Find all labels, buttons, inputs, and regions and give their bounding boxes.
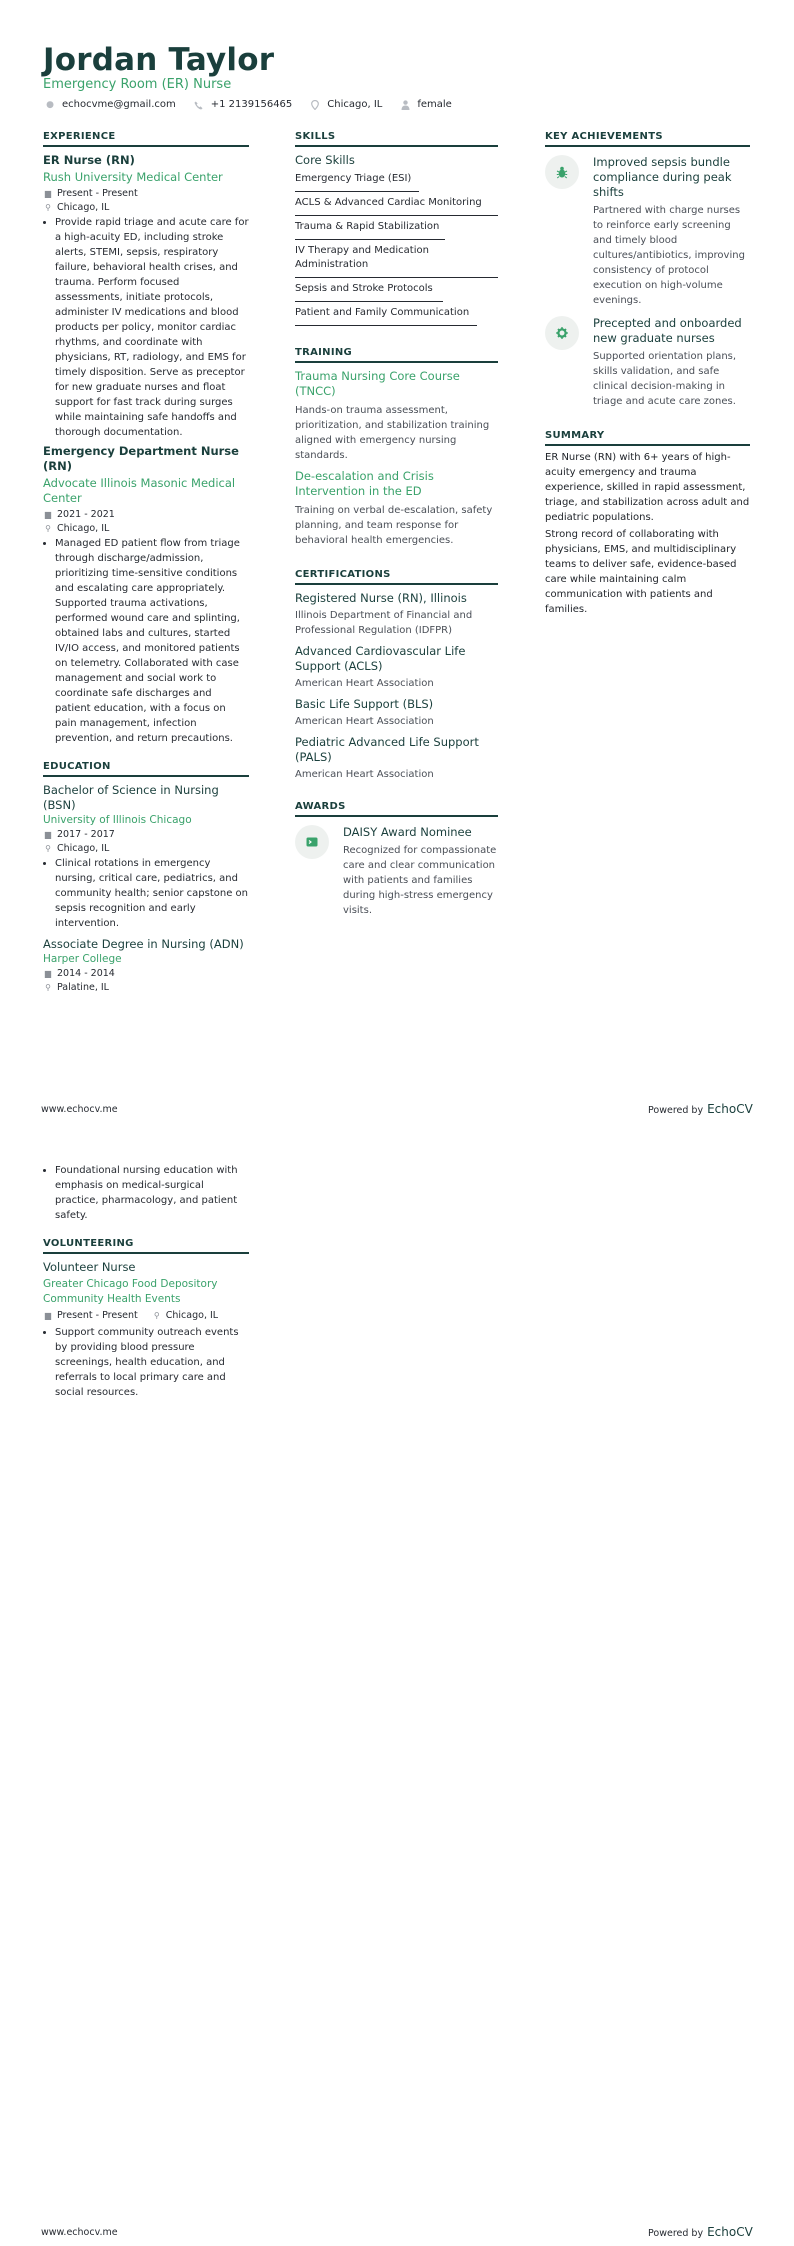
job-dates: Present - Present bbox=[57, 188, 138, 199]
certification-issuer: Illinois Department of Financial and Professional Regulation (IDFPR) bbox=[295, 610, 473, 636]
skills-heading: SKILLS bbox=[295, 130, 498, 147]
achievement-title: Improved sepsis bundle compliance during peak shifts bbox=[593, 155, 732, 199]
bug-icon bbox=[545, 155, 579, 189]
education-dates: 2014 - 2014 bbox=[57, 968, 115, 979]
summary-paragraph: ER Nurse (RN) with 6+ years of high-acuity emergency and trauma experience, skilled in rapid assessment, triage, and stabilization across adult and pediatric populations. bbox=[545, 452, 750, 523]
skills-group-title: Core Skills bbox=[295, 153, 355, 167]
location-pin-icon bbox=[308, 100, 322, 110]
calendar-icon: ▆ bbox=[44, 510, 52, 519]
education-bullets bbox=[43, 1163, 249, 1223]
award-title: DAISY Award Nominee bbox=[343, 825, 472, 839]
bullet-item: • Foundational nursing education with emphasis on medical-surgical practice, pharmacology, and patient safety. bbox=[55, 1163, 249, 1223]
skill-item: ACLS & Advanced Cardiac Monitoring bbox=[295, 197, 482, 208]
certification-item bbox=[295, 697, 498, 729]
summary-paragraph: Strong record of collaborating with physicians, EMS, and multidisciplinary teams to deliver safe, evidence-based care while maintaining calm communication with patients and families. bbox=[545, 529, 737, 615]
candidate-title: Emergency Room (ER) Nurse bbox=[43, 77, 232, 92]
location-pin-icon: ⚲ bbox=[45, 524, 51, 533]
skill-item: Emergency Triage (ESI) bbox=[295, 173, 412, 184]
training-description: Training on verbal de-escalation, safety planning, and team response for behavioral health emergencies. bbox=[295, 505, 493, 546]
school: Harper College bbox=[43, 953, 122, 965]
left-column bbox=[43, 130, 249, 995]
employer: Advocate Illinois Masonic Medical Center bbox=[43, 476, 236, 505]
summary-heading: SUMMARY bbox=[545, 429, 750, 446]
calendar-icon: ▆ bbox=[44, 189, 52, 198]
skill-level-bar bbox=[295, 325, 477, 326]
email-icon: ● bbox=[46, 100, 54, 110]
job-title: ER Nurse (RN) bbox=[43, 153, 135, 167]
certification-title: Advanced Cardiovascular Life Support (ACLS) bbox=[295, 644, 466, 673]
training-title: De-escalation and Crisis Intervention in the ED bbox=[295, 469, 434, 498]
volunteer-bullets bbox=[43, 1325, 249, 1400]
training-title: Trauma Nursing Core Course (TNCC) bbox=[295, 369, 460, 398]
certification-issuer: American Heart Association bbox=[295, 769, 434, 780]
footer-powered-by: Powered by EchoCV bbox=[648, 1102, 753, 1116]
volunteering-item bbox=[43, 1260, 249, 1400]
contact-bar bbox=[43, 98, 468, 112]
degree: Associate Degree in Nursing (ADN) bbox=[43, 937, 244, 951]
echocv-logo[interactable]: EchoCV bbox=[707, 2225, 753, 2239]
skill-item: Trauma & Rapid Stabilization bbox=[295, 221, 440, 232]
training-heading: TRAINING bbox=[295, 346, 498, 363]
footer-powered-by: Powered by EchoCV bbox=[648, 2225, 753, 2239]
location-pin-icon: ⚲ bbox=[153, 1311, 160, 1320]
certification-item bbox=[295, 591, 498, 638]
volunteer-organization: Greater Chicago Food Depository Community Health Events bbox=[43, 1278, 218, 1305]
education-item bbox=[43, 783, 249, 931]
job-location: Chicago, IL bbox=[57, 202, 110, 213]
degree: Bachelor of Science in Nursing (BSN) bbox=[43, 783, 219, 812]
location-pin-icon: ⚲ bbox=[45, 844, 51, 853]
certification-title: Pediatric Advanced Life Support (PALS) bbox=[295, 735, 479, 764]
calendar-icon: ▆ bbox=[44, 969, 52, 978]
footer-site-link[interactable]: www.echocv.me bbox=[41, 2227, 118, 2238]
school: University of Illinois Chicago bbox=[43, 814, 192, 826]
volunteer-title: Volunteer Nurse bbox=[43, 1260, 136, 1274]
award-item bbox=[295, 825, 498, 918]
calendar-icon: ▆ bbox=[44, 1311, 52, 1320]
achievement-item bbox=[545, 316, 750, 409]
experience-item bbox=[43, 153, 249, 440]
left-column-continued bbox=[43, 1163, 249, 1400]
volunteering-heading: VOLUNTEERING bbox=[43, 1237, 249, 1254]
person-icon bbox=[398, 100, 412, 110]
job-dates: 2021 - 2021 bbox=[57, 509, 115, 520]
achievement-description: Supported orientation plans, skills validation, and safe clinical decision-making in triage and acute care zones. bbox=[593, 351, 737, 407]
middle-column bbox=[295, 130, 498, 918]
bullet-item: • Managed ED patient flow from triage through discharge/admission, prioritizing time-sensitive conditions and escalating care appropriately. Supported trauma activations, performed wound care and splinting, obtained labs and cultures, started IV/IO access, and monitored patients on telemetry. Collaborated with case management and social work to coordinate safe discharges and patient education, with a focus on pain management, infection prevention, and return precautions. bbox=[55, 536, 249, 746]
footer-site-link[interactable]: www.echocv.me bbox=[41, 1104, 118, 1115]
contact-email[interactable]: ● echocvme@gmail.com bbox=[43, 98, 176, 112]
certifications-heading: CERTIFICATIONS bbox=[295, 568, 498, 585]
certification-issuer: American Heart Association bbox=[295, 716, 434, 727]
employer: Rush University Medical Center bbox=[43, 170, 223, 184]
right-column bbox=[545, 130, 750, 617]
certification-item bbox=[295, 735, 498, 782]
bullet-item: • Clinical rotations in emergency nursing, critical care, pediatrics, and community health; senior capstone on sepsis recognition and early intervention. bbox=[55, 856, 249, 931]
skill-item: Patient and Family Communication bbox=[295, 307, 470, 318]
skill-item: IV Therapy and Medication Administration bbox=[295, 245, 429, 270]
education-bullets bbox=[43, 856, 249, 931]
certification-item bbox=[295, 644, 498, 691]
job-bullets bbox=[43, 536, 249, 746]
contact-location: Chicago, IL bbox=[308, 98, 382, 112]
education-heading: EDUCATION bbox=[43, 760, 249, 777]
achievement-item bbox=[545, 155, 750, 308]
education-item bbox=[43, 937, 249, 995]
job-bullets bbox=[43, 215, 249, 440]
achievement-title: Precepted and onboarded new graduate nurses bbox=[593, 316, 742, 345]
achievement-description: Partnered with charge nurses to reinforce early screening and timely blood cultures/antibiotics, improving consistency of protocol execution on high-volume evenings. bbox=[593, 205, 745, 306]
candidate-name: Jordan Taylor bbox=[43, 42, 275, 78]
bullet-item: • Provide rapid triage and acute care for a high-acuity ED, including stroke alerts, STEMI, sepsis, respiratory failure, behavioral health crises, and trauma. Perform focused assessments, initiate protocols, administer IV medications and blood products per policy, monitor cardiac rhythms, and coordinate with physicians, RT, radiology, and EMS for timely disposition. Serve as preceptor for new graduate nurses and float support for fast track during surges while maintaining safe handoffs and thorough documentation. bbox=[55, 215, 249, 440]
training-item bbox=[295, 469, 498, 548]
job-title: Emergency Department Nurse (RN) bbox=[43, 444, 239, 473]
awards-heading: AWARDS bbox=[295, 800, 498, 817]
contact-phone[interactable]: +1 2139156465 bbox=[192, 98, 293, 112]
phone-icon bbox=[192, 101, 206, 110]
job-location: Chicago, IL bbox=[57, 523, 110, 534]
experience-item bbox=[43, 444, 249, 746]
location-pin-icon: ⚲ bbox=[45, 983, 51, 992]
award-description: Recognized for compassionate care and clear communication with patients and families during high-stress emergency visits. bbox=[343, 845, 497, 916]
education-dates: 2017 - 2017 bbox=[57, 829, 115, 840]
volunteer-location: Chicago, IL bbox=[165, 1310, 219, 1321]
gear-icon bbox=[545, 316, 579, 350]
skill-item: Sepsis and Stroke Protocols bbox=[295, 283, 433, 294]
certification-title: Registered Nurse (RN), Illinois bbox=[295, 591, 467, 605]
training-description: Hands-on trauma assessment, prioritization, and stabilization training aligned with emergency nursing standards. bbox=[295, 405, 490, 461]
experience-heading: EXPERIENCE bbox=[43, 130, 249, 147]
certification-issuer: American Heart Association bbox=[295, 678, 434, 689]
achievements-heading: KEY ACHIEVEMENTS bbox=[545, 130, 750, 147]
volunteer-dates: Present - Present bbox=[57, 1310, 138, 1321]
location-pin-icon: ⚲ bbox=[45, 203, 51, 212]
training-item bbox=[295, 369, 498, 463]
bullet-item: • Support community outreach events by providing blood pressure screenings, health education, and referrals to local primary care and social resources. bbox=[55, 1325, 249, 1400]
education-location: Palatine, IL bbox=[57, 982, 109, 993]
echocv-logo[interactable]: EchoCV bbox=[707, 1102, 753, 1116]
certification-title: Basic Life Support (BLS) bbox=[295, 697, 434, 711]
contact-gender: female bbox=[398, 98, 451, 112]
award-icon bbox=[295, 825, 329, 859]
calendar-icon: ▆ bbox=[44, 830, 52, 839]
education-location: Chicago, IL bbox=[57, 843, 110, 854]
